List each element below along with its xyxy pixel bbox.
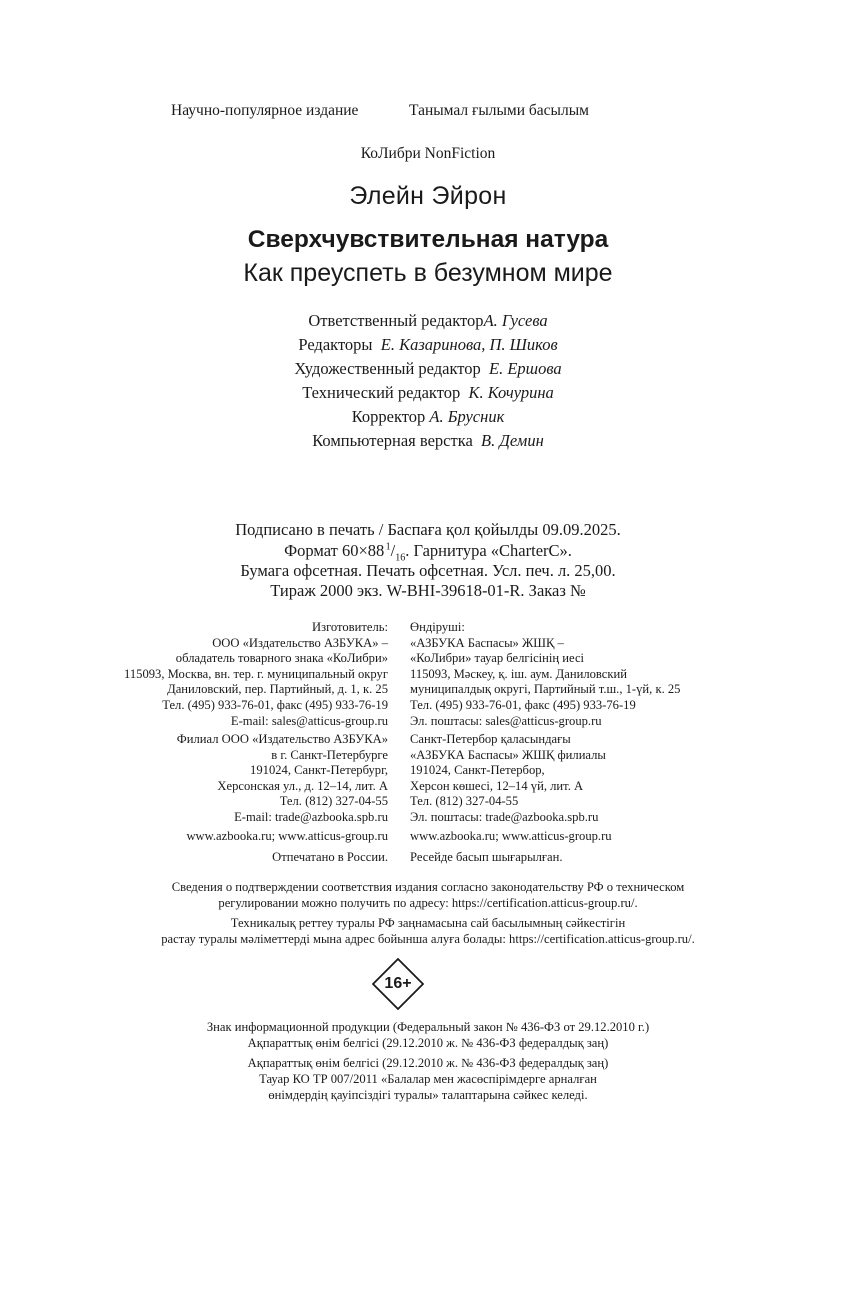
credit-line [0, 359, 856, 379]
book-title: Сверхчувствительная натура [247, 226, 609, 253]
branch-ru [177, 732, 388, 826]
format-numerator: 1 [385, 541, 391, 553]
credit-role: Редакторы [298, 335, 373, 354]
paper-line: Бумага офсетная. Печать офсетная. Усл. печ. л. 25,00. [240, 561, 616, 580]
credit-person: А. Гусева [483, 311, 548, 330]
text-line: обладатель товарного знака «КоЛибри» [175, 651, 388, 666]
edition-kz: Танымал ғылыми басылым [409, 102, 589, 119]
credit-line [0, 383, 856, 403]
info-mark-line: Ақпараттық өнім белгісі (29.12.2010 ж. № 436-ФЗ федералдық заң) [247, 1056, 609, 1070]
run-line: Тираж 2000 экз. W-BHI-39618-01-R. Заказ № [270, 581, 586, 600]
text-line: Филиал ООО «Издательство АЗБУКА» [176, 732, 388, 746]
credit-person: Е. Ершова [489, 359, 562, 378]
format-line [0, 541, 856, 563]
websites-ru [186, 829, 388, 845]
printed-ru [272, 850, 388, 866]
edition-ru: Научно-популярное издание [171, 102, 359, 119]
info-mark-line: Тауар КО ТР 007/2011 «Балалар мен жасөспірімдерге арналған [259, 1072, 597, 1086]
credit-role: Корректор [351, 407, 426, 426]
text-line: муниципалдық округі, Партийный т.ш., 1-үй, к. 25 [410, 682, 681, 697]
certification-ru-line1: Сведения о подтверждении соответствия издания согласно законодательству РФ о техническом [171, 880, 685, 894]
signed-date: Подписано в печать / Баспаға қол қойылды 09.09.2025. [235, 520, 621, 539]
certification-kz-line2: растау туралы мәліметтерді мына адрес бойынша алуға болады: https://certification.atticus-group.ru/. [161, 932, 695, 946]
credit-role: Ответственный редактор [308, 311, 484, 330]
format-suffix: . Гарнитура «CharterC». [405, 541, 572, 560]
text-line: «АЗБУКА Баспасы» ЖШҚ – [410, 635, 564, 650]
credit-person: К. Кочурина [468, 383, 554, 402]
text-line: Ресейде басып шығарылған. [410, 850, 563, 864]
text-line: Тел. (812) 327-04-55 [410, 794, 519, 809]
credit-line [0, 431, 856, 451]
credit-person: В. Демин [481, 431, 544, 450]
text-line: 115093, Мәскеу, қ. іш. аум. Даниловский [410, 666, 627, 681]
text-line: 115093, Москва, вн. тер. г. муниципальный округ [124, 666, 388, 681]
text-line: 191024, Санкт-Петербор, [410, 763, 545, 778]
book-subtitle: Как преуспеть в безумном мире [243, 259, 613, 287]
credit-line [0, 407, 856, 427]
series-name: КоЛибри NonFiction [360, 145, 496, 162]
email-line: E-mail: trade@azbooka.spb.ru [234, 809, 388, 824]
certification-ru-line2: регулировании можно получить по адресу: https://certification.atticus-group.ru/. [218, 896, 638, 910]
format-slash: / [390, 541, 396, 560]
printed-kz [410, 850, 563, 866]
email-line: E-mail: sales@atticus-group.ru [230, 713, 388, 728]
text-line: Санкт-Петербор қаласындағы [410, 732, 571, 746]
text-line: «АЗБУКА Баспасы» ЖШҚ филиалы [410, 747, 606, 762]
website-links: www.azbooka.ru; www.atticus-group.ru [186, 829, 388, 843]
websites-kz [410, 829, 612, 845]
text-line: ООО «Издательство АЗБУКА» – [212, 635, 388, 650]
website-links: www.azbooka.ru; www.atticus-group.ru [410, 829, 612, 843]
email-line: Эл. поштасы: sales@atticus-group.ru [410, 713, 602, 728]
credit-person: А. Брусник [429, 407, 505, 426]
text-line: Тел. (495) 933-76-01, факс (495) 933-76-19 [410, 697, 636, 712]
text-line: Отпечатано в России. [272, 850, 388, 864]
email-line: Эл. поштасы: trade@azbooka.spb.ru [410, 809, 599, 824]
branch-kz [410, 732, 606, 826]
text-line: «КоЛибри» тауар белгісінің иесі [410, 651, 585, 666]
age-rating-label: 16+ [384, 975, 412, 992]
age-rating-badge [372, 958, 424, 1010]
certification-kz-line1: Техникалық реттеу туралы РФ заңнамасына сай басылымның сәйкестігін [230, 916, 626, 930]
format-prefix: Формат 60×88 [284, 541, 385, 560]
text-line: Өндіруші: [410, 620, 465, 634]
credit-role: Компьютерная верстка [312, 431, 473, 450]
credit-line [0, 335, 856, 355]
format-denominator: 16 [395, 552, 406, 564]
text-line: Тел. (812) 327-04-55 [279, 794, 388, 809]
text-line: Херсон көшесі, 12–14 үй, лит. А [410, 778, 584, 793]
credit-role: Технический редактор [302, 383, 461, 402]
credit-person: Е. Казаринова, П. Шиков [380, 335, 558, 354]
text-line: Херсонская ул., д. 12–14, лит. А [217, 778, 388, 793]
manufacturer-kz [410, 620, 680, 729]
credit-role: Художественный редактор [294, 359, 481, 378]
text-line: Изготовитель: [312, 620, 388, 634]
text-line: 191024, Санкт-Петербург, [250, 763, 388, 778]
info-mark-line: өнімдердің қауіпсіздігі туралы» талаптарына сәйкес келеді. [268, 1088, 588, 1102]
text-line: Тел. (495) 933-76-01, факс (495) 933-76-19 [162, 697, 388, 712]
credit-line [0, 311, 856, 331]
text-line: Даниловский, пер. Партийный, д. 1, к. 25 [167, 682, 388, 697]
manufacturer-ru [124, 620, 388, 729]
author: Элейн Эйрон [349, 182, 507, 210]
info-mark-line: Знак информационной продукции (Федеральный закон № 436-ФЗ от 29.12.2010 г.) [206, 1020, 650, 1034]
info-mark-line: Ақпараттық өнім белгісі (29.12.2010 ж. № 436-ФЗ федералдық заң) [247, 1036, 609, 1050]
text-line: в г. Санкт-Петербурге [271, 747, 388, 762]
